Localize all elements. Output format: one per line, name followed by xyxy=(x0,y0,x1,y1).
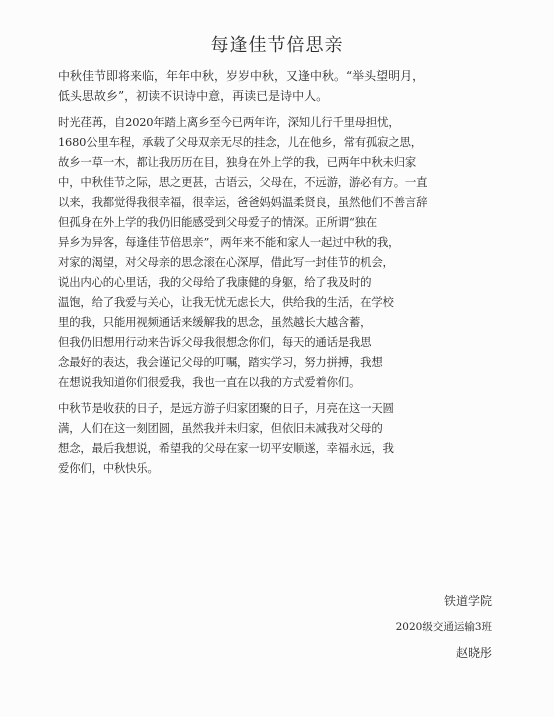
letter-title: 每逢佳节倍思亲 xyxy=(210,35,344,56)
text-line: 以来，我都觉得我很幸福，很幸运，爸爸妈妈温柔贤良，虽然他们不善言辞 xyxy=(58,195,428,209)
text-line: 但我仍旧想用行动来告诉父母我很想念你们，每天的通话是我思 xyxy=(58,335,372,349)
text-line: 时光荏苒，自2020年踏上离乡至今已两年许，深知儿行千里母担忧， xyxy=(58,115,400,129)
text-line: 对家的渴望，对父母亲的思念滚在心深厚，借此写一封佳节的机会， xyxy=(58,255,394,269)
text-line: 温饱，给了我爱与关心，让我无忧无虑长大，供给我的生活，在学校 xyxy=(58,295,394,309)
text-line: 中秋佳节即将来临，年年中秋，岁岁中秋，又逢中秋。“举头望明月， xyxy=(58,69,425,83)
paragraph-3 xyxy=(58,398,504,478)
text-line: 1680公里车程，承载了父母双亲无尽的挂念，儿在他乡，常有孤寂之思， xyxy=(58,135,422,149)
text-line: 异乡为异客，每逢佳节倍思亲”，两年来不能和家人一起过中秋的我， xyxy=(58,235,400,249)
signature-name: 赵晓彤 xyxy=(455,646,492,660)
text-line: 但孤身在外上学的我仍旧能感受到父母爱子的情深。正所谓“独在 xyxy=(58,215,377,229)
text-line: 中秋节是收获的日子，是远方游子归家团聚的日子，月亮在这一天圆 xyxy=(58,401,394,415)
paragraph-1 xyxy=(58,66,504,106)
text-line: 里的我，只能用视频通话来缓解我的思念，虽然越长大越含蓄， xyxy=(58,315,372,329)
signature-block xyxy=(322,588,492,666)
text-line: 想念，最后我想说，希望我的父母在家一切平安顺遂，幸福永远，我 xyxy=(58,441,394,455)
text-line: 爱你们，中秋快乐。 xyxy=(58,461,159,475)
text-line: 低头思故乡”，初读不识诗中意，再读已是诗中人。 xyxy=(58,89,329,103)
paragraph-2 xyxy=(58,112,504,392)
text-line: 念最好的表达，我会谨记父母的叮嘱，踏实学习，努力拼搏，我想 xyxy=(58,355,383,369)
signature-school: 铁道学院 xyxy=(443,594,492,608)
text-line: 故乡一草一木，都让我历历在目，独身在外上学的我，已两年中秋未归家 xyxy=(58,155,417,169)
signature-class: 2020级交通运输3班 xyxy=(395,621,492,633)
letter-body xyxy=(58,66,504,478)
text-line: 中，中秋佳节之际，思之更甚，古语云，父母在，不远游，游必有方。一直 xyxy=(58,175,428,189)
text-line: 说出内心的心里话，我的父母给了我康健的身躯，给了我及时的 xyxy=(58,275,372,289)
text-line: 满，人们在这一刻团圆，虽然我并未归家，但依旧未减我对父母的 xyxy=(58,421,383,435)
text-line: 在想说我知道你们很爱我，我也一直在以我的方式爱着你们。 xyxy=(58,375,361,389)
